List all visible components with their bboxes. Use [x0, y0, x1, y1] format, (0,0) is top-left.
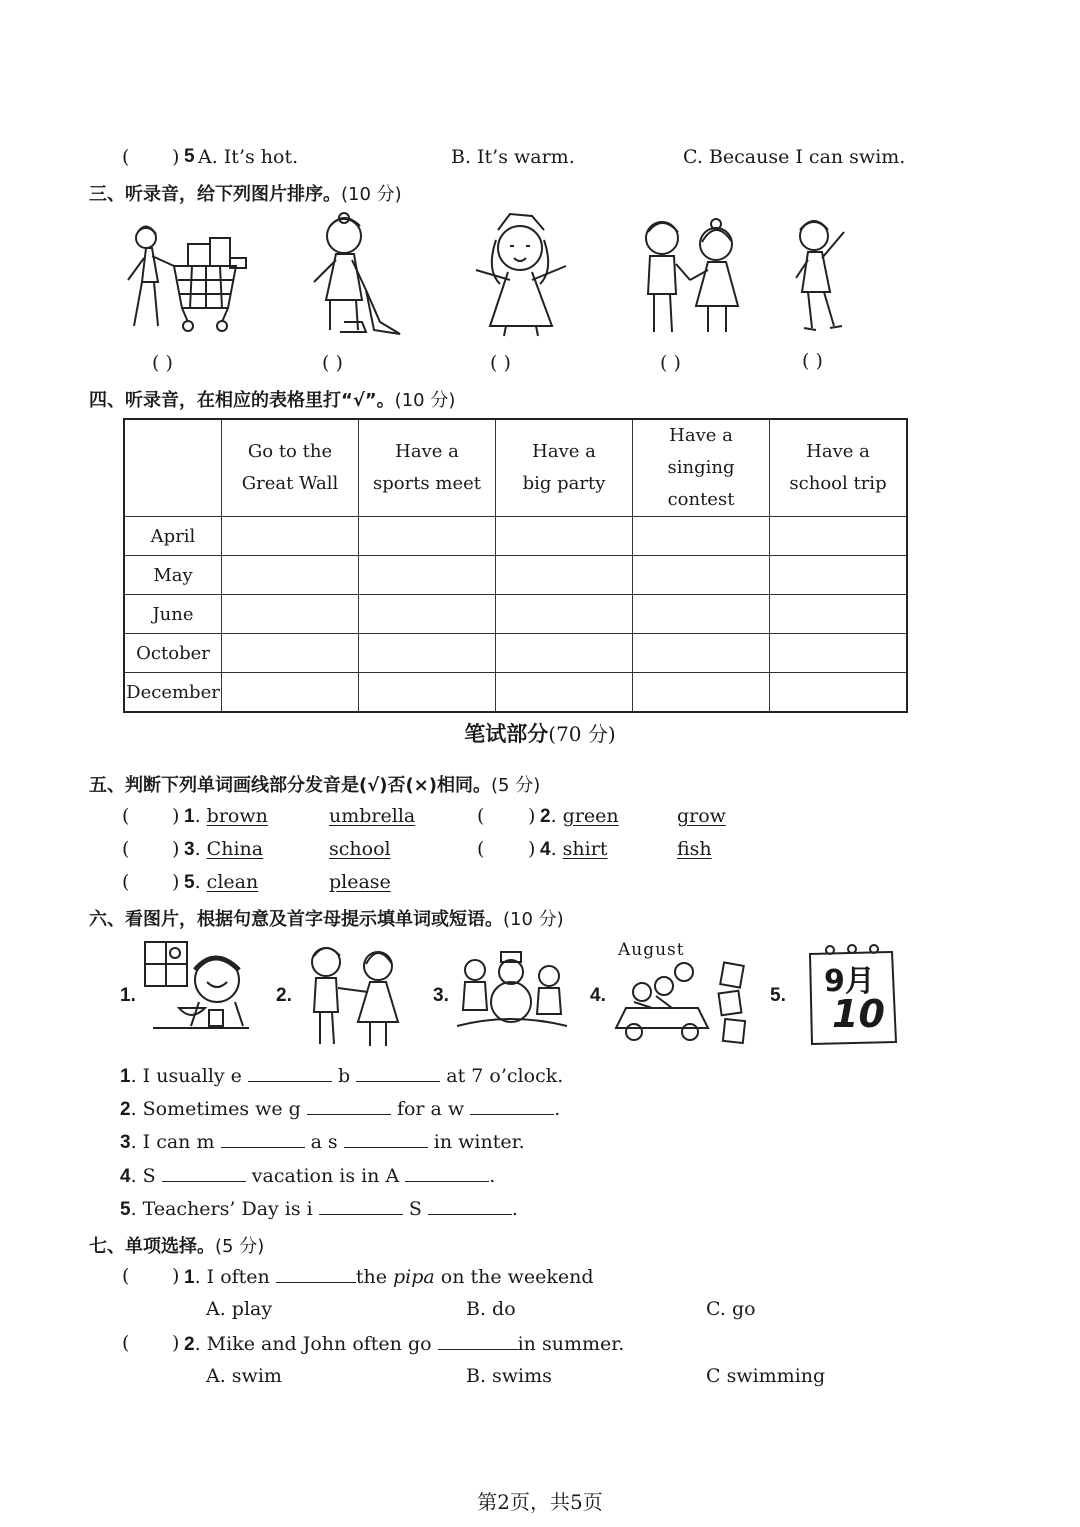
- table-header-cell: Have a big party: [496, 419, 633, 517]
- answer-blank[interactable]: [307, 1097, 391, 1115]
- picture-label-4: 4.: [590, 985, 606, 1006]
- answer-blank[interactable]: [428, 1197, 512, 1215]
- written-part-heading: 笔试部分(70 分): [464, 722, 616, 746]
- answer-paren-open: (: [122, 1332, 130, 1354]
- picture-label-3: 3.: [433, 985, 449, 1006]
- table-row: [124, 517, 907, 556]
- answer-paren-open: (: [477, 805, 485, 827]
- row-label: June: [124, 595, 222, 634]
- picture-label-1: 1.: [120, 985, 136, 1006]
- august-label: August: [618, 940, 685, 960]
- answer-blank[interactable]: [248, 1064, 332, 1082]
- order-paren-4: ( ): [660, 352, 681, 374]
- order-paren-5: ( ): [802, 350, 823, 372]
- phonics-item-5: 5. clean: [184, 871, 259, 893]
- check-cell[interactable]: [633, 673, 770, 713]
- phonics-word: grow: [677, 805, 726, 827]
- check-cell[interactable]: [770, 673, 908, 713]
- girl-dancing-side-picture: [790, 212, 852, 337]
- table-row: [124, 595, 907, 634]
- phonics-item-4: 4. shirt: [540, 838, 608, 860]
- check-cell[interactable]: [633, 634, 770, 673]
- answer-blank[interactable]: [319, 1197, 403, 1215]
- answer-paren-close: ): [528, 805, 536, 827]
- page-footer: 第2页，共5页: [477, 1490, 603, 1514]
- answer-blank[interactable]: [276, 1265, 356, 1283]
- phonics-word: school: [329, 838, 391, 860]
- section7-title: 七、单项选择。(5 分): [89, 1236, 265, 1257]
- table-header-cell: Have a school trip: [770, 419, 908, 517]
- check-cell[interactable]: [496, 556, 633, 595]
- check-cell[interactable]: [222, 673, 359, 713]
- answer-blank[interactable]: [438, 1332, 518, 1350]
- check-cell[interactable]: [359, 595, 496, 634]
- table-row: [124, 673, 907, 713]
- answer-paren-open: (: [122, 871, 130, 893]
- fill-sentence-4: 4. S vacation is in A .: [120, 1165, 496, 1187]
- table-header-cell: Have a sports meet: [359, 419, 496, 517]
- check-cell[interactable]: [770, 595, 908, 634]
- section3-title: 三、听录音，给下列图片排序。(10 分): [89, 184, 402, 205]
- check-cell[interactable]: [359, 517, 496, 556]
- check-cell[interactable]: [633, 595, 770, 634]
- choice-option-a: A. swim: [206, 1365, 282, 1387]
- answer-paren-open: (: [122, 805, 130, 827]
- section6-title: 六、看图片，根据句意及首字母提示填单词或短语。(10 分): [89, 909, 564, 930]
- order-paren-2: ( ): [322, 352, 343, 374]
- check-cell[interactable]: [359, 556, 496, 595]
- answer-paren-close: ): [172, 1332, 180, 1354]
- boy-and-girl-picture: [632, 214, 747, 337]
- check-cell[interactable]: [496, 517, 633, 556]
- answer-paren-open: (: [477, 838, 485, 860]
- check-cell[interactable]: [496, 634, 633, 673]
- answer-paren-open: (: [122, 1265, 130, 1287]
- check-cell[interactable]: [496, 595, 633, 634]
- calendar-day: 10: [832, 992, 885, 1036]
- answer-paren-open: (: [122, 146, 130, 168]
- row-label: May: [124, 556, 222, 595]
- choice-option-b: B. do: [466, 1298, 516, 1320]
- answer-blank[interactable]: [356, 1064, 440, 1082]
- phonics-word: umbrella: [329, 805, 416, 827]
- section5-title: 五、判断下列单词画线部分发音是(√)否(×)相同。(5 分): [89, 775, 541, 796]
- phonics-item-3: 3. China: [184, 838, 264, 860]
- choice-question-2: 2. Mike and John often go in summer.: [184, 1333, 625, 1355]
- table-corner-cell: [124, 419, 222, 517]
- option-a: A. It’s hot.: [198, 146, 299, 168]
- order-paren-1: ( ): [152, 352, 173, 374]
- table-header-cell: Go to the Great Wall: [222, 419, 359, 517]
- answer-paren-close: ): [172, 146, 180, 168]
- choice-option-a: A. play: [206, 1298, 273, 1320]
- option-b: B. It’s warm.: [451, 146, 575, 168]
- table-row: [124, 634, 907, 673]
- check-cell[interactable]: [222, 556, 359, 595]
- check-cell[interactable]: [222, 634, 359, 673]
- table-header-cell: Have a singing contest: [633, 419, 770, 517]
- section4-title: 四、听录音，在相应的表格里打“√”。(10 分): [89, 390, 456, 411]
- answer-blank[interactable]: [221, 1130, 305, 1148]
- item-number: 5: [184, 146, 195, 167]
- phonics-item-2: 2. green: [540, 805, 619, 827]
- choice-option-c: C swimming: [706, 1365, 826, 1387]
- phonics-item-1: 1. brown: [184, 805, 268, 827]
- answer-blank[interactable]: [405, 1164, 489, 1182]
- fill-sentence-1: 1. I usually e b at 7 o’clock.: [120, 1065, 564, 1087]
- phonics-word: fish: [677, 838, 712, 860]
- children-snowman-picture: [453, 948, 569, 1030]
- shopping-cart-person-picture: [118, 222, 250, 337]
- fill-sentence-5: 5. Teachers’ Day is i S .: [120, 1198, 518, 1220]
- boy-and-girl-walk-picture: [298, 940, 408, 1050]
- family-car-trip-picture: [612, 958, 752, 1048]
- option-c: C. Because I can swim.: [683, 146, 906, 168]
- check-cell[interactable]: [633, 556, 770, 595]
- choice-option-b: B. swims: [466, 1365, 552, 1387]
- answer-paren-close: ): [172, 1265, 180, 1287]
- check-cell[interactable]: [770, 517, 908, 556]
- girl-sweeping-picture: [300, 210, 405, 337]
- answer-blank[interactable]: [344, 1130, 428, 1148]
- fill-sentence-2: 2. Sometimes we g for a w .: [120, 1098, 561, 1120]
- calendar-month: 9月: [824, 964, 875, 999]
- answer-blank[interactable]: [162, 1164, 246, 1182]
- fill-sentence-3: 3. I can m a s in winter.: [120, 1131, 525, 1153]
- answer-paren-open: (: [122, 838, 130, 860]
- choice-question-1: 1. I often the pipa on the weekend: [184, 1266, 594, 1288]
- row-label: December: [124, 673, 222, 713]
- row-label: April: [124, 517, 222, 556]
- answer-blank[interactable]: [470, 1097, 554, 1115]
- order-paren-3: ( ): [490, 352, 511, 374]
- check-cell[interactable]: [359, 673, 496, 713]
- answer-paren-close: ): [172, 838, 180, 860]
- check-cell[interactable]: [770, 634, 908, 673]
- choice-option-c: C. go: [706, 1298, 756, 1320]
- check-cell[interactable]: [359, 634, 496, 673]
- check-cell[interactable]: [770, 556, 908, 595]
- answer-paren-close: ): [172, 871, 180, 893]
- check-cell[interactable]: [222, 595, 359, 634]
- dancing-girl-picture: [470, 210, 572, 337]
- row-label: October: [124, 634, 222, 673]
- check-cell[interactable]: [633, 517, 770, 556]
- picture-label-5: 5.: [770, 985, 786, 1006]
- picture-label-2: 2.: [276, 985, 292, 1006]
- phonics-word: please: [329, 871, 391, 893]
- check-cell[interactable]: [222, 517, 359, 556]
- activity-table: [123, 418, 908, 713]
- answer-paren-close: ): [528, 838, 536, 860]
- check-cell[interactable]: [496, 673, 633, 713]
- table-row: [124, 556, 907, 595]
- boy-eating-breakfast-picture: [143, 940, 253, 1035]
- answer-paren-close: ): [172, 805, 180, 827]
